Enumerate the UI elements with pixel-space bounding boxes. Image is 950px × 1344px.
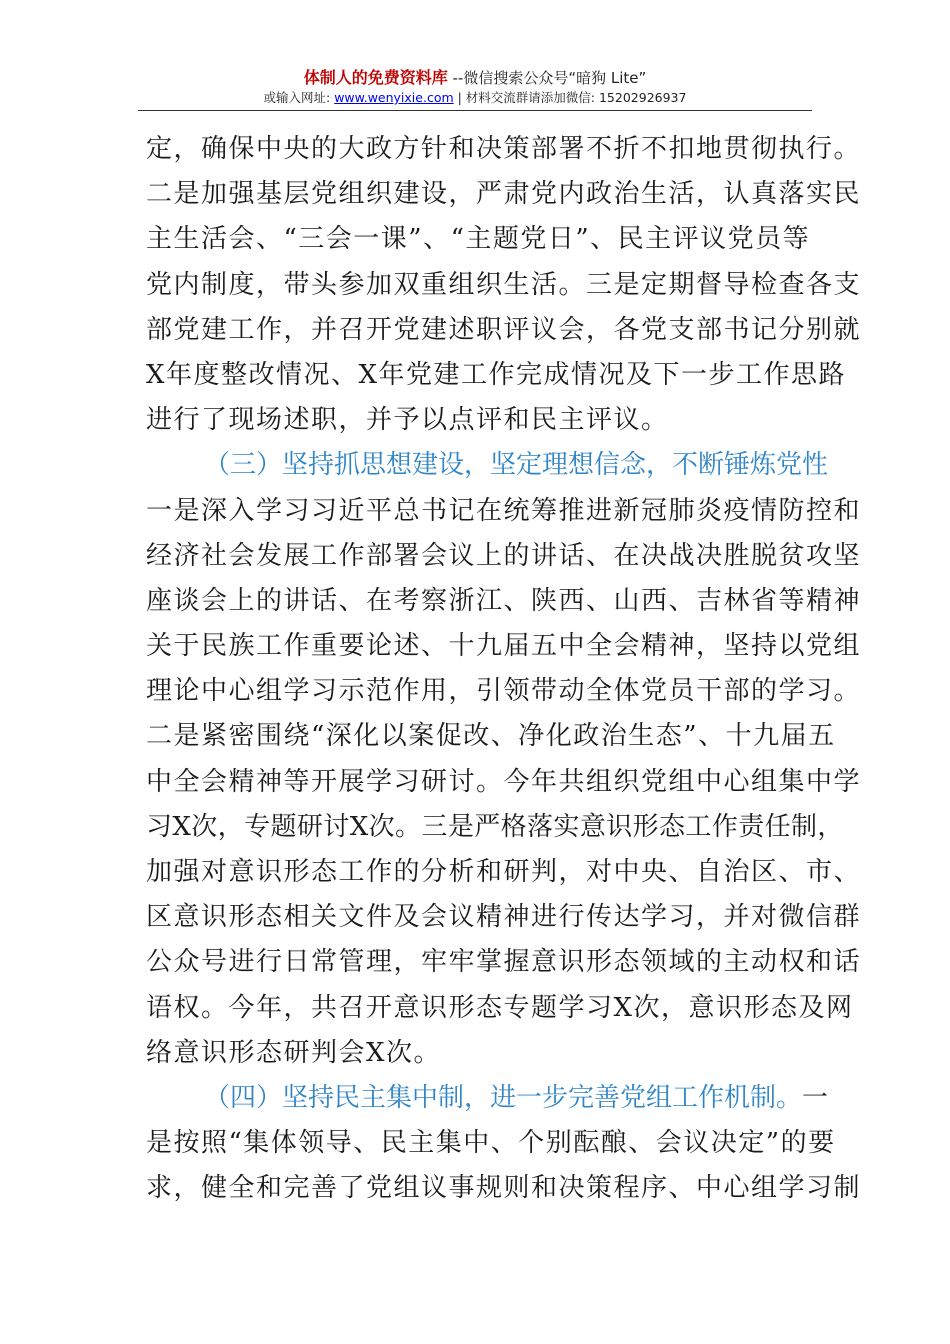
body-line: 二是紧密围绕“深化以案促改、净化政治生态”、十九届五	[146, 721, 836, 752]
header-line-2	[0, 89, 950, 107]
header-contact: | 材料交流群请添加微信: 15202926937	[453, 90, 687, 105]
body-line: 经济社会发展工作部署会议上的讲话、在决战决胜脱贫攻坚	[146, 540, 862, 571]
header-divider	[138, 110, 812, 111]
body-line: 二是加强基层党组织建设，严肃党内政治生活，认真落实民	[146, 179, 862, 210]
header-url-prefix: 或输入网址:	[263, 90, 335, 105]
header-line-1	[0, 68, 950, 88]
body-line: 区意识形态相关文件及会议精神进行传达学习，并对微信群	[146, 902, 862, 933]
body-line: 座谈会上的讲话、在考察浙江、陕西、山西、吉林省等精神	[146, 585, 862, 616]
body-line: 是按照“集体领导、民主集中、个别酝酿、会议决定”的要	[146, 1128, 836, 1159]
section-4-heading-line	[146, 1076, 829, 1121]
header-tagline: --微信搜索公众号“暗狗 Lite”	[447, 69, 647, 87]
body-line: 求，健全和完善了党组议事规则和决策程序、中心组学习制	[146, 1173, 862, 1204]
body-line: 部党建工作，并召开党建述职评议会，各党支部书记分别就	[146, 314, 862, 345]
section-4-heading-tail: 一	[802, 1082, 829, 1113]
section-3-heading: （三）坚持抓思想建设，坚定理想信念，不断锤炼党性	[204, 450, 829, 481]
body-line: 络意识形态研判会X次。	[146, 1037, 442, 1068]
header-url-link[interactable]: www.wenyixie.com	[334, 90, 454, 105]
body-line: 理论中心组学习示范作用，引领带动全体党员干部的学习。	[146, 676, 862, 707]
body-line: 关于民族工作重要论述、十九届五中全会精神，坚持以党组	[146, 631, 862, 662]
body-line: X年度整改情况、X年党建工作完成情况及下一步工作思路	[146, 359, 847, 390]
body-line: 公众号进行日常管理，牢牢掌握意识形态领域的主动权和话	[146, 947, 862, 978]
body-line: 主生活会、“三会一课”、“主题党日”、民主评议党员等	[146, 224, 811, 255]
body-line: 党内制度，带头参加双重组织生活。三是定期督导检查各支	[146, 269, 862, 300]
header-brand: 体制人的免费资料库	[303, 68, 448, 87]
body-line: 定，确保中央的大政方针和决策部署不折不扣地贯彻执行。	[146, 134, 862, 164]
page-header	[0, 68, 950, 107]
document-body	[146, 127, 862, 1212]
section-4-heading: （四）坚持民主集中制，进一步完善党组工作机制。	[204, 1082, 803, 1113]
body-line: 中全会精神等开展学习研讨。今年共组织党组中心组集中学	[146, 766, 862, 797]
body-line: 进行了现场述职，并予以点评和民主评议。	[146, 405, 669, 436]
body-line: 一是深入学习习近平总书记在统筹推进新冠肺炎疫情防控和	[146, 495, 862, 526]
body-line: 习X次，专题研讨X次。三是严格落实意识形态工作责任制，	[146, 811, 844, 842]
body-line: 语权。今年，共召开意识形态专题学习X次，意识形态及网	[146, 992, 854, 1023]
body-line: 加强对意识形态工作的分析和研判，对中央、自治区、市、	[146, 857, 862, 887]
